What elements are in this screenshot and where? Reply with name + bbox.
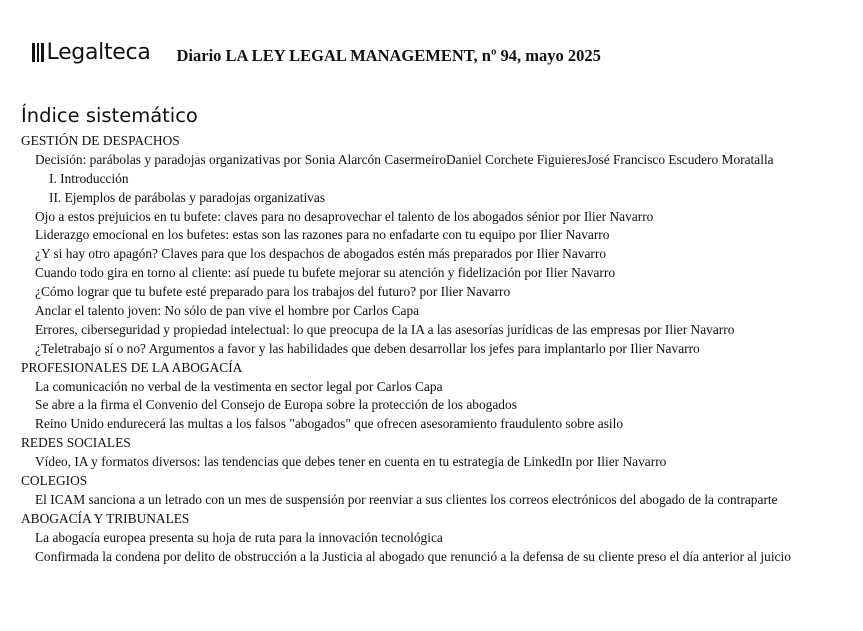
article-link[interactable]: Reino Unido endurecerá las multas a los falsos "abogados" que ofrecen asesoramiento fraudulento sobre asilo	[35, 416, 624, 432]
section-heading[interactable]: GESTIÓN DE DESPACHOS	[21, 133, 180, 148]
index-title: Índice sistemático	[21, 104, 198, 127]
article-link[interactable]: ¿Y si hay otro apagón? Claves para que los despachos de abogados estén más preparados por Ilier Navarro	[35, 246, 607, 262]
article-subsection-link[interactable]: I. Introducción	[49, 170, 129, 186]
article-link[interactable]: La comunicación no verbal de la vestimenta en sector legal por Carlos Capa	[35, 378, 443, 394]
section-heading[interactable]: REDES SOCIALES	[21, 435, 131, 451]
article-link[interactable]: Errores, ciberseguridad y propiedad intelectual: lo que preocupa de la IA a las asesorías jurídicas de las empresas por Ilier Navarro	[35, 321, 735, 337]
index-list	[21, 132, 851, 566]
logo-text: Legalteca	[46, 40, 151, 65]
article-link[interactable]: Liderazgo emocional en los bufetes: estas son las razones para no enfadarte con tu equipo por Ilier Navarro	[35, 227, 610, 243]
article-link[interactable]: Se abre a la firma el Convenio del Consejo de Europa sobre la protección de los abogados	[35, 397, 517, 413]
logo-bars-icon	[32, 43, 44, 62]
journal-title: Diario LA LEY LEGAL MANAGEMENT, nº 94, mayo 2025	[176, 46, 601, 65]
section-heading[interactable]: ABOGACÍA Y TRIBUNALES	[21, 510, 190, 526]
article-link[interactable]: ¿Teletrabajo sí o no? Argumentos a favor y las habilidades que deben desarrollar los jefes para implantarlo por Ilier Navarro	[35, 340, 700, 356]
article-link[interactable]: Decisión: parábolas y paradojas organizativas por Sonia Alarcón CasermeiroDaniel Corchete FiguieresJosé Francisco Escudero Moratalla	[35, 151, 774, 167]
article-link[interactable]: Vídeo, IA y formatos diversos: las tendencias que debes tener en cuenta en tu estrategia de LinkedIn por Ilier Navarro	[35, 454, 667, 470]
article-link[interactable]: Cuando todo gira en torno al cliente: así puede tu bufete mejorar su atención y fidelización por Ilier Navarro	[35, 265, 616, 281]
article-link[interactable]: ¿Cómo lograr que tu bufete esté preparado para los trabajos del futuro? por Ilier Navarro	[35, 284, 511, 300]
article-link[interactable]: El ICAM sanciona a un letrado con un mes de suspensión por reenviar a sus clientes los correos electrónicos del abogado de la contraparte	[35, 491, 778, 507]
legalteca-logo[interactable]	[32, 40, 151, 65]
section-heading[interactable]: COLEGIOS	[21, 473, 88, 489]
document-header	[32, 40, 601, 67]
article-subsection-link[interactable]: II. Ejemplos de parábolas y paradojas organizativas	[49, 189, 326, 205]
article-link[interactable]: Confirmada la condena por delito de obstrucción a la Justicia al abogado que renunció a la defensa de su cliente preso el día anterior al juicio	[35, 548, 791, 564]
article-link[interactable]: Ojo a estos prejuicios en tu bufete: claves para no desaprovechar el talento de los abogados sénior por Ilier Navarro	[35, 208, 654, 224]
article-link[interactable]: La abogacía europea presenta su hoja de ruta para la innovación tecnológica	[35, 529, 443, 545]
article-link[interactable]: Anclar el talento joven: No sólo de pan vive el hombre por Carlos Capa	[35, 303, 420, 319]
section-heading[interactable]: PROFESIONALES DE LA ABOGACÍA	[21, 359, 243, 375]
